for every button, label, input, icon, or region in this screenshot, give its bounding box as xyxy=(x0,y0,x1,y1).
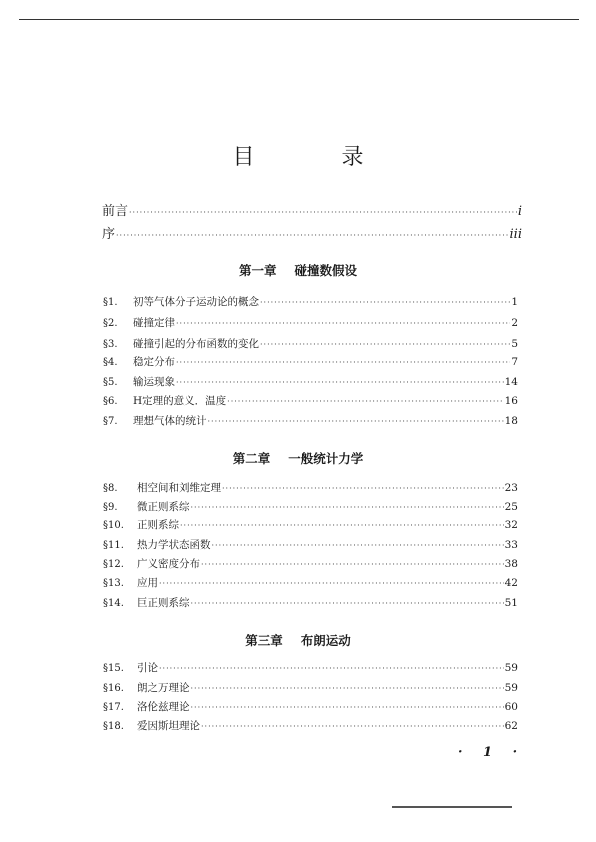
toc-entry[interactable] xyxy=(103,480,518,495)
entry-title: 热力学状态函数 xyxy=(137,539,211,551)
section-number: §13. xyxy=(103,578,124,589)
section-number: §16. xyxy=(103,683,124,694)
toc-entry[interactable] xyxy=(103,374,518,389)
toc-entry[interactable] xyxy=(103,315,518,330)
dot-leader xyxy=(176,378,504,387)
entry-page: 5 xyxy=(511,338,518,350)
section-number: §6. xyxy=(103,396,118,407)
entry-title: 应用 xyxy=(137,577,158,589)
chapter-number: 第二章 xyxy=(232,451,271,466)
chapter-number: 第三章 xyxy=(245,633,283,648)
entry-title: 爱因斯坦理论 xyxy=(137,720,200,732)
entry-title: 稳定分布 xyxy=(133,356,175,368)
toc-entry-foreword[interactable] xyxy=(102,223,522,242)
entry-page: iii xyxy=(509,227,522,242)
toc-entry[interactable] xyxy=(103,537,518,552)
entry-title: H定理的意义．温度 xyxy=(133,395,227,407)
section-number: §10. xyxy=(103,520,124,531)
entry-page: 38 xyxy=(504,558,518,570)
dot-leader xyxy=(159,579,504,588)
toc-entry[interactable] xyxy=(103,499,518,514)
dot-leader xyxy=(176,358,510,367)
entry-page: 59 xyxy=(504,662,518,674)
entry-title: 理想气体的统计 xyxy=(133,415,207,427)
entry-page: 23 xyxy=(504,482,518,494)
chapter-number: 第一章 xyxy=(238,263,277,278)
toc-entry[interactable] xyxy=(103,393,518,408)
entry-title: 碰撞引起的分布函数的变化 xyxy=(133,338,259,350)
dot-leader xyxy=(159,664,504,673)
entry-title: 朗之万理论 xyxy=(137,682,190,694)
entry-title: 微正则系综 xyxy=(137,501,190,513)
section-number: §2. xyxy=(103,318,118,329)
entry-page: 7 xyxy=(511,356,518,368)
dot-leader xyxy=(222,484,504,493)
entry-page: 60 xyxy=(504,701,518,713)
toc-entry[interactable] xyxy=(103,556,518,571)
toc-entry[interactable] xyxy=(103,517,518,532)
section-number: §11. xyxy=(103,540,124,551)
section-number: §17. xyxy=(103,702,124,713)
dot-leader xyxy=(180,521,504,530)
toc-entry[interactable] xyxy=(103,575,518,590)
dot-leader xyxy=(201,722,504,731)
entry-page: 1 xyxy=(511,296,518,308)
entry-page: 33 xyxy=(504,539,518,551)
chapter-title: 一般统计力学 xyxy=(288,451,364,466)
section-number: §18. xyxy=(103,721,124,732)
section-number: §4. xyxy=(103,357,118,368)
chapter-heading xyxy=(0,631,596,649)
dot-leader xyxy=(176,319,510,328)
toc-entry[interactable] xyxy=(103,354,518,369)
section-number: §5. xyxy=(103,377,118,388)
entry-title: 洛伦兹理论 xyxy=(137,701,190,713)
toc-entry[interactable] xyxy=(103,413,518,428)
entry-page: i xyxy=(517,204,522,219)
entry-title: 引论 xyxy=(137,662,158,674)
entry-page: 62 xyxy=(504,720,518,732)
section-number: §7. xyxy=(103,416,118,427)
page-number: · 1 · xyxy=(458,745,526,760)
dot-leader xyxy=(191,684,504,693)
toc-entry[interactable] xyxy=(103,680,518,695)
bottom-rule xyxy=(392,806,512,808)
entry-title: 前言 xyxy=(102,204,129,219)
toc-entry[interactable] xyxy=(103,660,518,675)
dot-leader xyxy=(260,298,510,307)
chapter-title: 布朗运动 xyxy=(300,633,351,648)
toc-entry[interactable] xyxy=(103,336,518,351)
section-number: §9. xyxy=(103,502,118,513)
section-number: §1. xyxy=(103,297,118,308)
entry-title: 正则系综 xyxy=(137,519,179,531)
entry-page: 42 xyxy=(504,577,518,589)
entry-page: 51 xyxy=(504,597,518,609)
entry-page: 25 xyxy=(504,501,518,513)
entry-page: 14 xyxy=(504,376,518,388)
section-number: §12. xyxy=(103,559,124,570)
entry-page: 59 xyxy=(504,682,518,694)
toc-entry[interactable] xyxy=(103,699,518,714)
entry-title: 广义密度分布 xyxy=(137,558,200,570)
entry-title: 序 xyxy=(102,227,116,242)
section-number: §8. xyxy=(103,483,118,494)
toc-entry[interactable] xyxy=(103,595,518,610)
dot-leader xyxy=(116,231,509,240)
dot-leader xyxy=(191,599,504,608)
section-number: §15. xyxy=(103,663,124,674)
top-rule xyxy=(19,19,579,20)
page-title: 目 录 xyxy=(232,145,404,170)
entry-page: 32 xyxy=(504,519,518,531)
toc-entry[interactable] xyxy=(103,294,518,309)
toc-entry-preface[interactable] xyxy=(102,200,522,219)
entry-page: 2 xyxy=(511,317,518,329)
entry-title: 巨正则系综 xyxy=(137,597,190,609)
dot-leader xyxy=(129,208,517,217)
section-number: §3. xyxy=(103,339,118,350)
entry-title: 输运现象 xyxy=(133,376,175,388)
dot-leader xyxy=(208,417,504,426)
dot-leader xyxy=(260,340,510,349)
dot-leader xyxy=(212,541,504,550)
entry-title: 碰撞定律 xyxy=(133,317,175,329)
entry-title: 相空间和刘维定理 xyxy=(137,482,221,494)
dot-leader xyxy=(201,560,504,569)
entry-page: 18 xyxy=(504,415,518,427)
chapter-heading xyxy=(0,449,596,467)
dot-leader xyxy=(227,397,503,406)
chapter-heading xyxy=(0,261,596,279)
section-number: §14. xyxy=(103,598,124,609)
dot-leader xyxy=(191,503,504,512)
toc-entry[interactable] xyxy=(103,718,518,733)
chapter-title: 碰撞数假设 xyxy=(294,263,358,278)
entry-title: 初等气体分子运动论的概念 xyxy=(133,296,259,308)
dot-leader xyxy=(191,703,504,712)
entry-page: 16 xyxy=(504,395,518,407)
